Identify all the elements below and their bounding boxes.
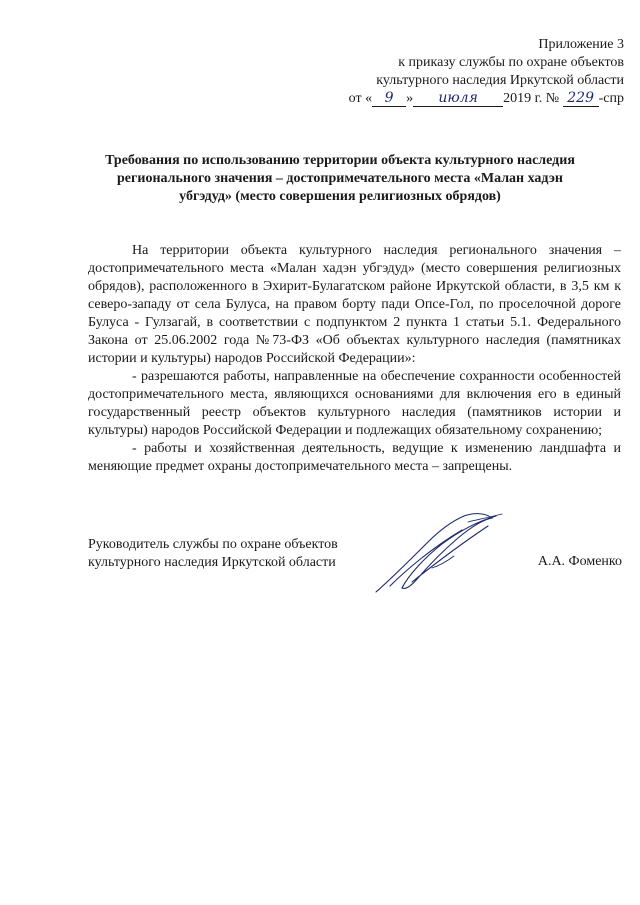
order-suffix: -спр [598, 91, 624, 106]
date-day: 9 [384, 90, 394, 106]
title-line: Требования по использованию территории объекта культурного наследия [105, 153, 575, 168]
list-item-prohibited: - работы и хозяйственная деятельность, ведущие к изменению ландшафта и меняющие предмет охраны достопримечательного места – запрещены. [88, 441, 621, 474]
handwritten-signature [372, 508, 512, 598]
date-prefix: от « [348, 91, 373, 106]
appendix-number: Приложение 3 [538, 37, 624, 52]
document-title [90, 152, 590, 206]
signatory-name: А.А. Фоменко [537, 554, 622, 569]
position-line: культурного наследия Иркутской области [88, 555, 336, 570]
signatory-position [88, 536, 338, 572]
date-day-field [372, 91, 406, 107]
date-mid: » [406, 91, 414, 106]
date-year: 2019 г. № [503, 91, 560, 106]
appendix-header [349, 36, 624, 108]
date-month: июля [438, 90, 478, 106]
document-body [88, 242, 621, 476]
order-number-field [563, 91, 599, 107]
title-line: убгэдуд» (место совершения религиозных обрядов) [179, 189, 501, 204]
list-item-allowed: - разрешаются работы, направленные на обеспечение сохранности особенностей достопримечательного места, являющихся основаниями для включения его в единый государственный реестр объектов культурного наследия (памятников истории и культуры) народов Российской Федерации и подлежащих обязательному сохранению; [88, 369, 621, 438]
order-number: 229 [567, 90, 594, 106]
order-reference-line: культурного наследия Иркутской области [376, 73, 624, 88]
date-month-field [413, 91, 503, 107]
position-line: Руководитель службы по охране объектов [88, 537, 338, 552]
order-date-line [349, 90, 624, 108]
order-reference-line: к приказу службы по охране объектов [398, 55, 624, 70]
body-paragraph: На территории объекта культурного наследия регионального значения – достопримечательного места «Малан хадэн убгэдуд» (место совершения религиозных обрядов), расположенного в Эхирит-Булагатском районе Иркутской области, в 3,5 км к северо-западу от села Булуса, на правом борту пади Опсе-Гол, по проселочной дороге Булуса - Гулзагай, в соответствии с подпунктом 2 пункта 1 статьи 5.1. Федерального Закона от 25.06.2002 года №73-ФЗ «Об объектах культурного наследия (памятниках истории и культуры) народов Российской Федерации»: [88, 243, 621, 366]
title-line: регионального значения – достопримечательного места «Малан хадэн [117, 171, 563, 186]
